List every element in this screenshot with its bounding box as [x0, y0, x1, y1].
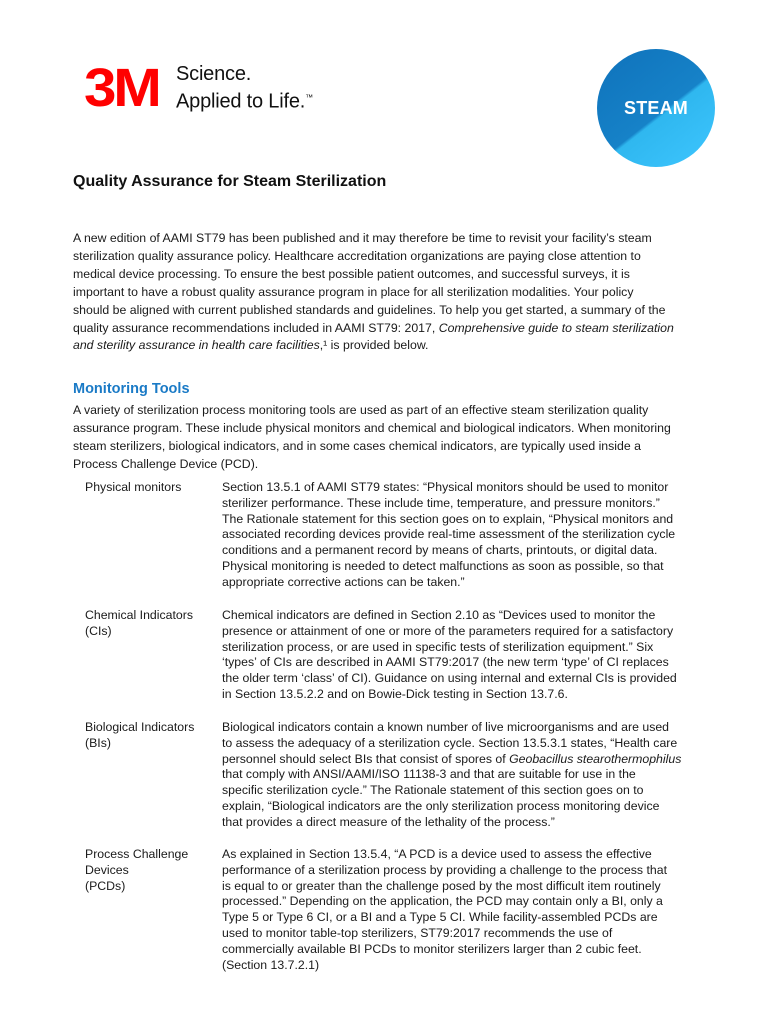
steam-badge-label: STEAM — [624, 97, 688, 118]
desc-line: Biological indicators contain a known number of live microorganisms and are used — [222, 720, 670, 734]
intro-line: and sterility assurance in health care facilities,¹ is provided below. — [73, 338, 429, 353]
section-intro-line: A variety of sterilization process monitoring tools are used as part of an effective steam sterilization quality — [73, 403, 649, 417]
desc-line: conditions and a permanent record by means of charts, printouts, or digital data. — [222, 543, 658, 558]
section-intro-line: Process Challenge Device (PCD). — [73, 456, 259, 471]
term-line: (BIs) — [85, 735, 111, 750]
definition-row-biological-indicators — [85, 720, 698, 831]
guide-title-italic: Comprehensive guide to steam sterilization — [438, 320, 674, 335]
definition-description — [222, 847, 698, 973]
desc-line: specific sterilization cycle.” The Rationale statement of this section goes on to — [222, 783, 644, 798]
brand-tagline — [176, 63, 313, 114]
desc-line: Section 13.5.1 of AAMI ST79 states: “Physical monitors should be used to monitor — [222, 480, 669, 494]
desc-line: The Rationale statement for this section goes on to explain, “Physical monitors and — [222, 511, 674, 526]
intro-line: should be aligned with current published standards and guidelines. To help you get started, a summary of the — [73, 302, 666, 317]
desc-line: that provides a direct measure of the lethality of the process.” — [222, 814, 555, 829]
term-line: Physical monitors — [85, 480, 182, 494]
steam-badge — [597, 49, 715, 167]
desc-line: As explained in Section 13.5.4, “A PCD is a device used to assess the effective — [222, 847, 652, 861]
definition-row-process-challenge-devices — [85, 847, 698, 973]
definition-row-chemical-indicators — [85, 608, 698, 703]
desc-line: ‘types’ of CIs are described in AAMI ST79:2017 (the new term ‘type’ of CI replaces — [222, 655, 669, 670]
desc-line: Type 5 or Type 6 CI, or a BI and a Type 5 CI. While facility-assembled PCDs are — [222, 910, 658, 925]
desc-line: personnel should select BIs that consist of spores of Geobacillus stearothermophilus — [222, 751, 682, 766]
desc-line: (Section 13.7.2.1) — [222, 957, 320, 972]
definition-description — [222, 720, 698, 831]
intro-line: important to have a robust quality assurance program in place for all sterilization modalities. Your policy — [73, 284, 634, 299]
desc-line: associated recording devices provide real-time assessment of the sterilization cycle — [222, 527, 676, 542]
term-line: Devices — [85, 862, 129, 877]
desc-line: sterilization process, or are used in specific tests of sterilization equipment.” Six — [222, 639, 654, 654]
section-intro-line: steam sterilizers, biological indicators, and in some cases chemical indicators, are typically used inside a — [73, 438, 641, 453]
section-intro-paragraph — [73, 402, 703, 474]
definition-description — [222, 608, 698, 703]
desc-line: in Section 13.5.2.2 and on Bowie-Dick testing in Section 13.7.6. — [222, 686, 568, 701]
desc-line: appropriate corrective actions can be taken.” — [222, 574, 465, 589]
desc-line: presence or attainment of one or more of the parameters required for a satisfactory — [222, 623, 674, 638]
desc-line: performance of a sterilization process by providing a challenge to the process that — [222, 862, 667, 877]
term-line: Biological Indicators — [85, 720, 195, 734]
brand-logo — [84, 60, 313, 116]
desc-line: the older term ‘class’ of CI). Guidance on using internal and external CIs is provided — [222, 671, 677, 686]
term-line: Chemical Indicators — [85, 608, 193, 622]
section-heading: Monitoring Tools — [73, 381, 190, 397]
tagline-line-2: Applied to Life.™ — [176, 90, 313, 113]
desc-line: that comply with ANSI/AAMI/ISO 11138-3 and that are suitable for use in the — [222, 767, 636, 782]
term-line: (CIs) — [85, 623, 112, 638]
desc-line: processed.” Depending on the application, the PCD may contain only a BI, only a — [222, 894, 663, 909]
intro-line: medical device processing. To ensure the best possible patient outcomes, and successful surveys, it is — [73, 266, 630, 281]
species-name-italic: Geobacillus stearothermophilus — [509, 751, 682, 766]
intro-line: quality assurance recommendations included in AAMI ST79: 2017, Comprehensive guide to steam sterilization — [73, 320, 674, 335]
desc-line: Physical monitoring is needed to detect malfunctions as soon as possible, so that — [222, 558, 664, 573]
intro-paragraph — [73, 230, 703, 355]
trademark-symbol: ™ — [305, 92, 313, 102]
intro-line: A new edition of AAMI ST79 has been published and it may therefore be time to revisit your facility’s steam — [73, 231, 652, 245]
desc-line: sterilizer performance. These include time, temperature, and pressure monitors.” — [222, 495, 660, 510]
definition-term — [85, 847, 222, 973]
desc-line: Chemical indicators are defined in Section 2.10 as “Devices used to monitor the — [222, 608, 656, 622]
intro-line: sterilization quality assurance policy. Healthcare accreditation organizations are paying close attention to — [73, 248, 641, 263]
definition-row-physical-monitors — [85, 480, 698, 591]
desc-line: is equal to or greater than the challenge posed by the most difficult item routinely — [222, 878, 661, 893]
3m-logo-mark: 3M — [84, 58, 159, 118]
tagline-line-1: Science. — [176, 62, 252, 85]
term-line: (PCDs) — [85, 878, 126, 893]
definition-term — [85, 608, 222, 703]
term-line: Process Challenge — [85, 847, 189, 861]
desc-line: explain, “Biological indicators are the only sterilization process monitoring device — [222, 798, 660, 813]
definition-term — [85, 480, 222, 591]
page-title: Quality Assurance for Steam Sterilization — [73, 173, 387, 190]
guide-title-italic: and sterility assurance in health care facilities — [73, 338, 320, 353]
section-intro-line: assurance program. These include physical monitors and chemical and biological indicators. When monitoring — [73, 420, 671, 435]
definition-term — [85, 720, 222, 831]
definition-description — [222, 480, 698, 591]
desc-line: to assess the adequacy of a sterilization cycle. Section 13.5.3.1 states, “Health care — [222, 735, 678, 750]
footnote-marker: ,¹ — [319, 338, 328, 353]
desc-line: commercially available BI PCDs to monitor sterilizers larger than 2 cubic feet. — [222, 941, 642, 956]
desc-line: used to monitor table-top sterilizers, ST79:2017 recommends the use of — [222, 925, 613, 940]
